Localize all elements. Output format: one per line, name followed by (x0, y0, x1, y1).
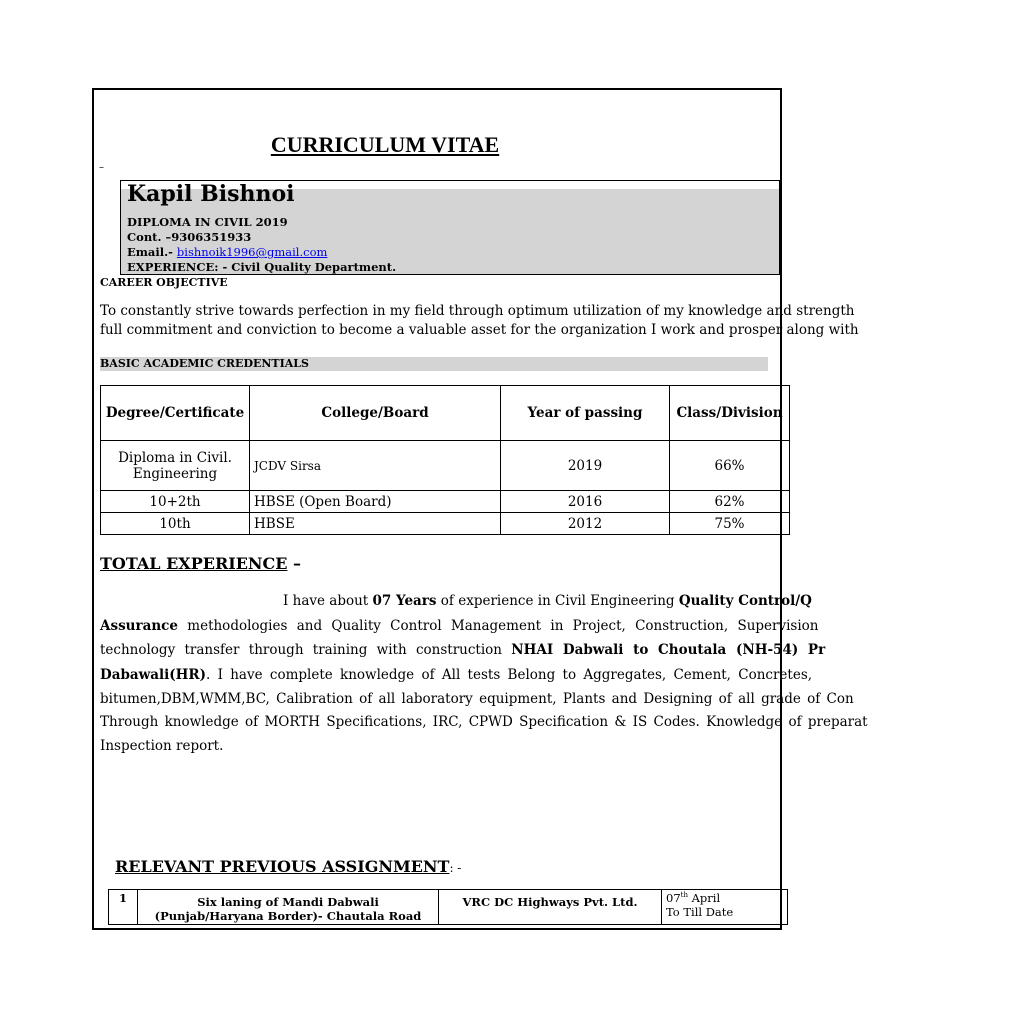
academic-heading: BASIC ACADEMIC CREDENTIALS (100, 357, 309, 370)
email-link[interactable]: bishnoik1996@gmail.com (176, 245, 328, 259)
exp-years: 07 Years (372, 593, 437, 609)
table-row (101, 513, 790, 535)
project-line-1: Six laning of Mandi Dabwali (197, 895, 379, 909)
cell-division: 62% (670, 491, 790, 513)
exp-bold: Dabawali(HR) (100, 667, 207, 683)
experience-line-3 (100, 642, 840, 658)
email-label: Email.- (127, 245, 177, 259)
cell-year: 2012 (501, 513, 670, 535)
total-experience-suffix: – (287, 554, 302, 573)
experience-line-4 (100, 667, 840, 683)
date-to: To Till Date (666, 905, 734, 919)
experience-line-5: bitumen,DBM,WMM,BC, Calibration of all laboratory equipment, Plants and Designing of all grade of Con (100, 691, 854, 707)
table-row (101, 441, 790, 491)
date-month: April (687, 891, 721, 905)
assignment-project (138, 890, 439, 925)
email-line (127, 245, 327, 259)
exp-bold: NHAI Dabwali to Choutala (NH-54) Pr (511, 642, 826, 658)
exp-text: . I have complete knowledge of All tests Belong to Aggregates, Cement, Concretes, (206, 667, 813, 683)
assignment-company: VRC DC Highways Pvt. Ltd. (439, 890, 662, 925)
table-row (101, 491, 790, 513)
exp-bold: Quality Control/Q (678, 593, 812, 609)
cell-degree: 10+2th (101, 491, 250, 513)
date-suffix: th (680, 891, 688, 900)
exp-text: I have about (283, 593, 373, 609)
exp-text: methodologies and Quality Control Management in Project, Construction, Supervision (177, 618, 819, 634)
exp-text: of experience in Civil Engineering (436, 593, 679, 609)
assignment-suffix: : - (449, 861, 462, 875)
cell-division: 75% (670, 513, 790, 535)
header-box (120, 180, 780, 275)
total-experience-title: TOTAL EXPERIENCE (100, 554, 288, 573)
cell-degree: 10th (101, 513, 250, 535)
cell-board: HBSE (250, 513, 501, 535)
date-from (666, 891, 783, 905)
col-board: College/Board (250, 386, 501, 441)
academic-table (100, 385, 790, 535)
contact-number: Cont. –9306351933 (127, 230, 252, 244)
career-objective-heading: CAREER OBJECTIVE (100, 276, 228, 289)
cell-board: JCDV Sirsa (250, 441, 501, 491)
table-row (109, 890, 788, 925)
career-objective-line-1: To constantly strive towards perfection in my field through optimum utilization of my knowledge and strength (100, 303, 855, 319)
academic-header-row (101, 386, 790, 441)
exp-bold: Assurance (100, 618, 178, 634)
qualification: DIPLOMA IN CIVIL 2019 (127, 215, 288, 229)
career-objective-line-2: full commitment and conviction to become a valuable asset for the organization I work and prosper along with (100, 322, 859, 338)
assignment-title: RELEVANT PREVIOUS ASSIGNMENT (115, 857, 450, 876)
col-degree: Degree/Certificate (101, 386, 250, 441)
stray-dash: – (99, 162, 104, 173)
cell-year: 2019 (501, 441, 670, 491)
experience-line-1 (283, 593, 1023, 609)
assignment-table (108, 889, 788, 925)
cell-degree: Diploma in Civil. Engineering (101, 441, 250, 491)
cell-division: 66% (670, 441, 790, 491)
assignment-dates (662, 890, 788, 925)
assignment-heading (115, 857, 461, 876)
cell-year: 2016 (501, 491, 670, 513)
candidate-name: Kapil Bishnoi (127, 181, 295, 207)
experience-line-2 (100, 618, 840, 634)
project-line-2: (Punjab/Haryana Border)- Chautala Road (154, 909, 422, 923)
experience-line-6: Through knowledge of MORTH Specifications, IRC, CPWD Specification & IS Codes. Knowledge of preparat (100, 714, 868, 730)
total-experience-heading (100, 554, 301, 573)
assignment-number: 1 (109, 890, 138, 925)
col-year: Year of passing (501, 386, 670, 441)
exp-text: technology transfer through training with construction (100, 642, 512, 658)
date-day: 07 (666, 891, 681, 905)
document-title: CURRICULUM VITAE (270, 132, 500, 157)
experience-line-7: Inspection report. (100, 738, 224, 754)
experience-summary: EXPERIENCE: - Civil Quality Department. (127, 260, 397, 274)
cell-board: HBSE (Open Board) (250, 491, 501, 513)
col-division: Class/Division (670, 386, 790, 441)
